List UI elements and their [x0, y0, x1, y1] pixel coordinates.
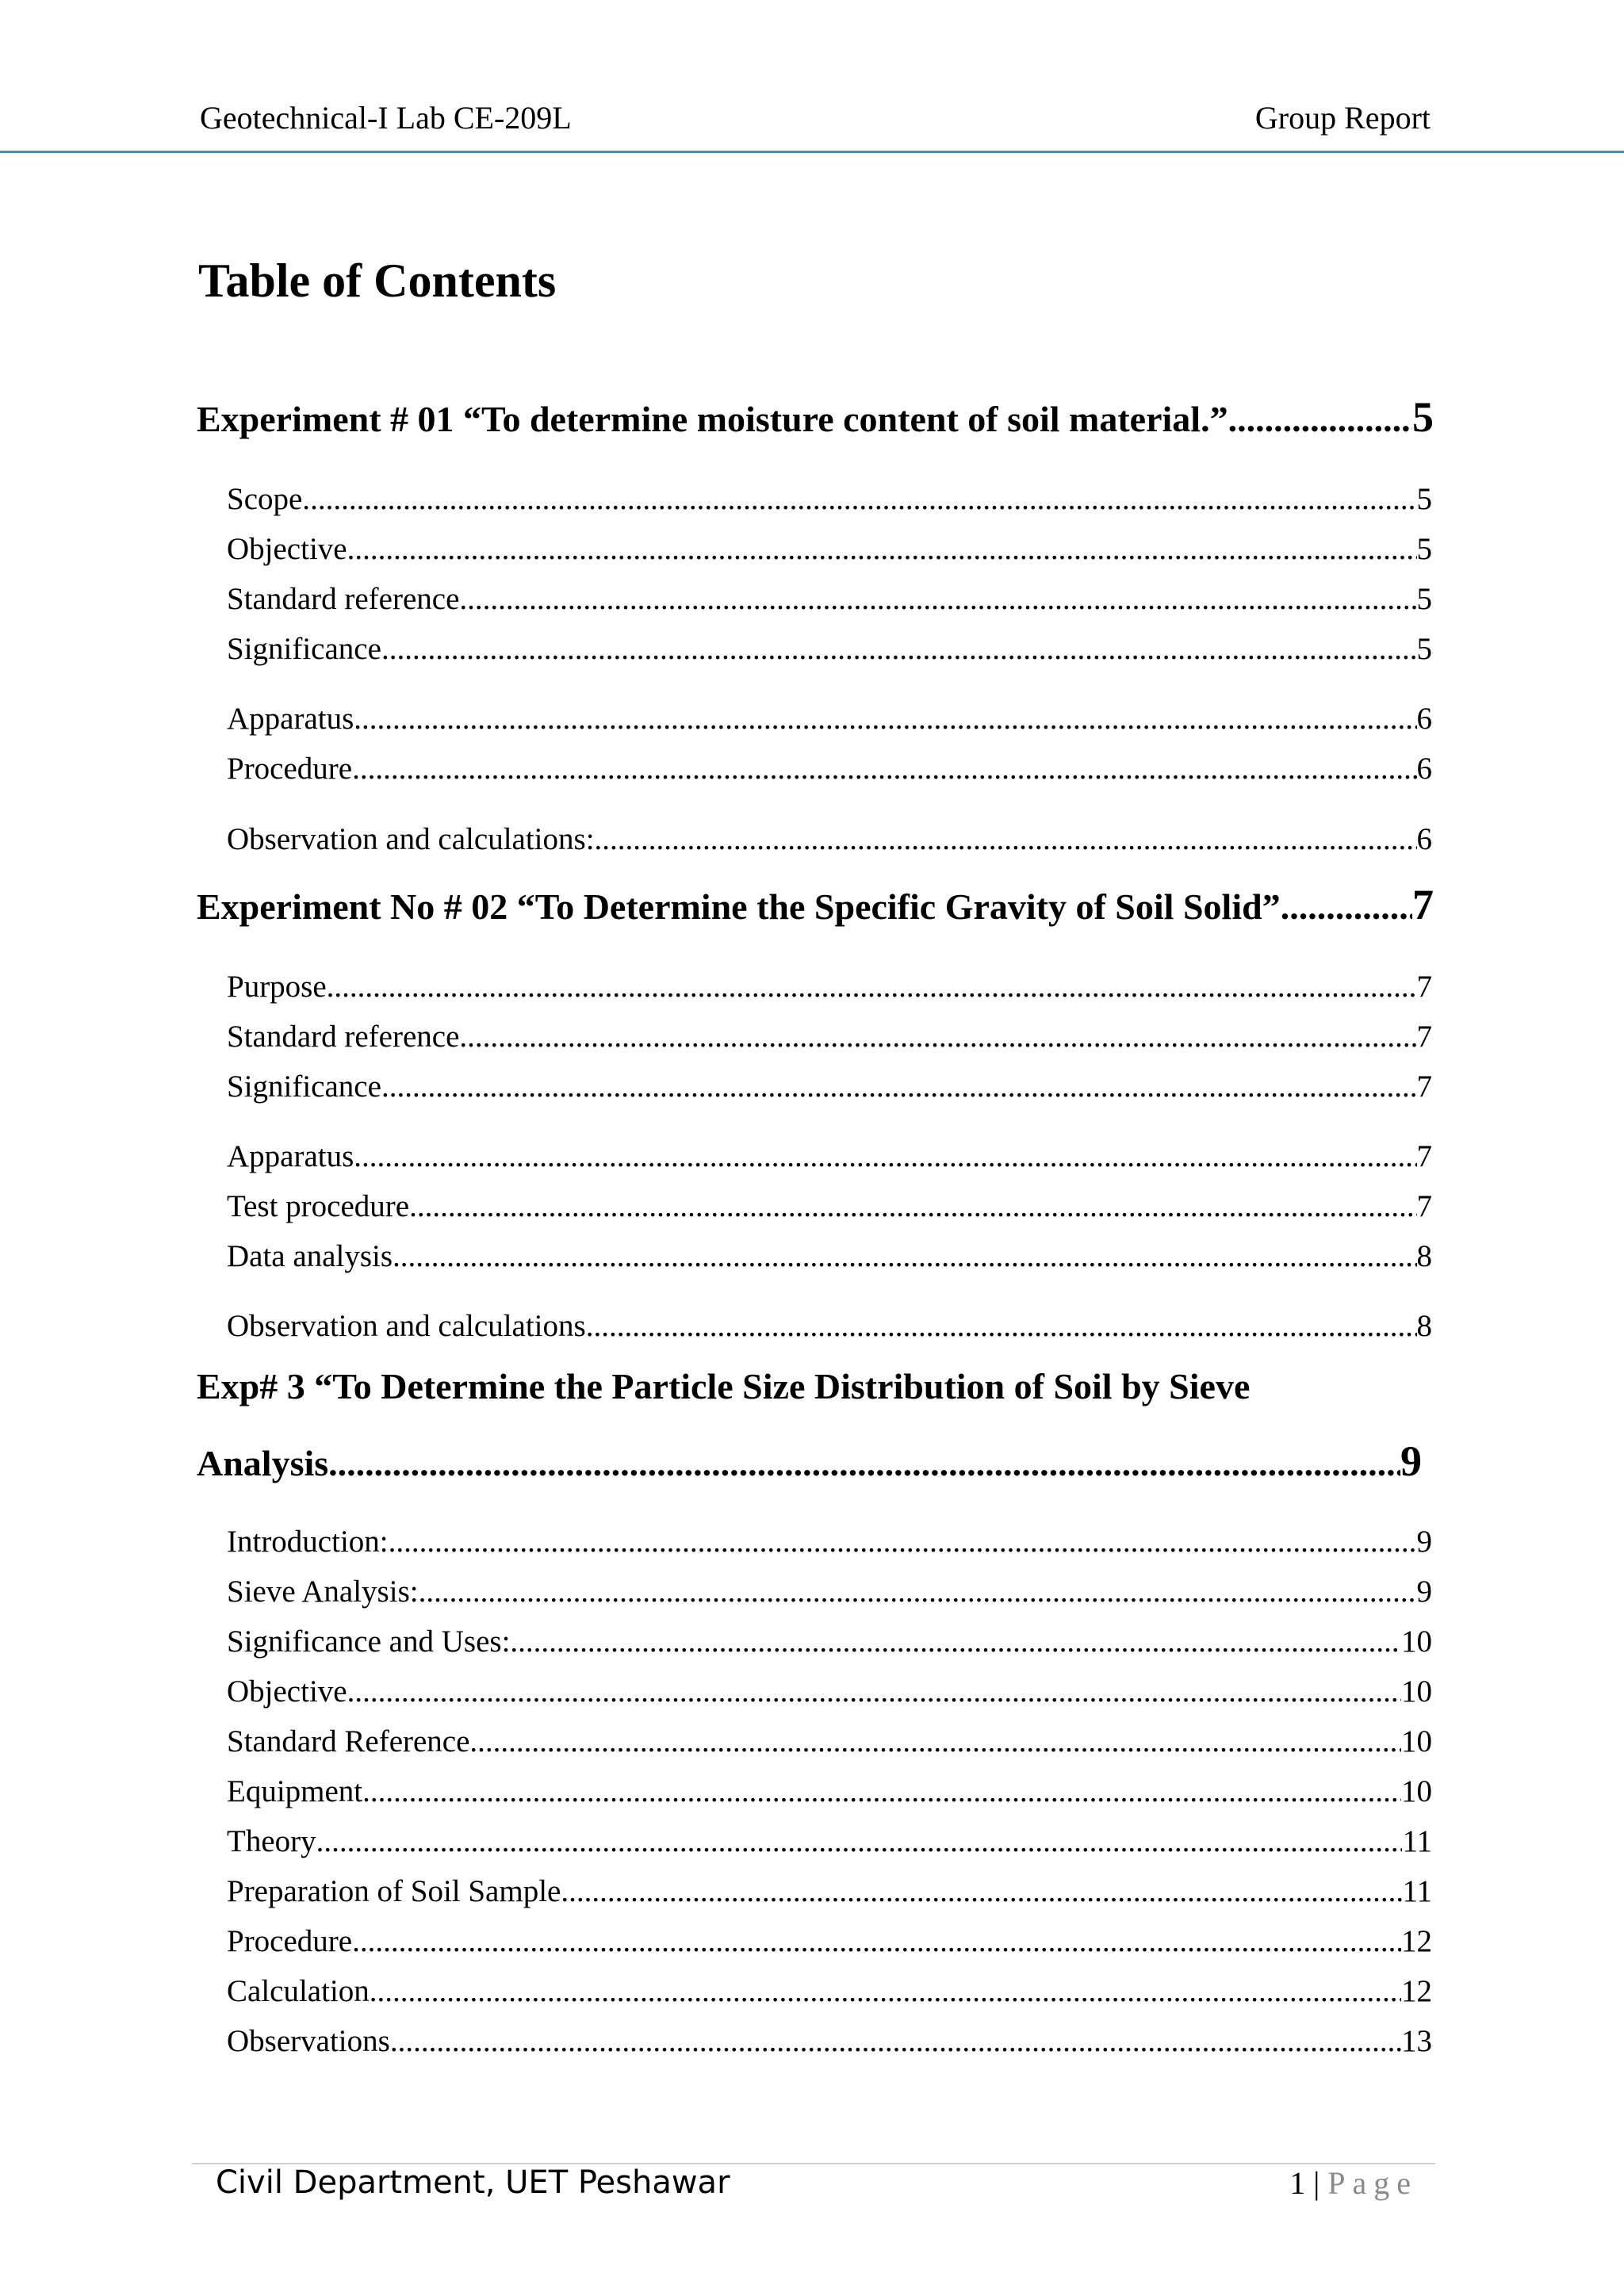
page-title: Table of Contents — [198, 254, 557, 307]
toc-section-label: Analysis — [197, 1443, 329, 1483]
toc-item[interactable] — [227, 1823, 1432, 1859]
toc-item[interactable] — [227, 581, 1432, 617]
dot-leader — [310, 481, 1416, 517]
footer-separator: | — [1305, 2165, 1328, 2201]
toc-item-label: Observation and calculations: — [227, 822, 595, 856]
toc-item-label: Objective — [227, 1674, 347, 1709]
dot-leader — [370, 1973, 1401, 2009]
toc-section-2[interactable] — [197, 880, 1434, 929]
toc-item-label: Apparatus — [227, 1139, 354, 1173]
toc-page-number: 5 — [1416, 632, 1432, 666]
toc-page-number: 5 — [1416, 532, 1432, 566]
toc-page-number: 9 — [1400, 1437, 1422, 1485]
dot-leader — [1281, 886, 1412, 928]
toc-page-number: 9 — [1416, 1525, 1432, 1559]
dot-leader — [381, 1069, 1417, 1104]
toc-item-label: Objective. — [227, 532, 355, 566]
toc-item[interactable] — [227, 1188, 1432, 1224]
footer-department: Civil Department, UET Peshawar — [216, 2164, 730, 2201]
toc-item[interactable] — [227, 1724, 1432, 1759]
dot-leader — [352, 751, 1416, 786]
toc-item-label: Equipment — [227, 1774, 363, 1808]
dot-leader — [389, 1524, 1417, 1559]
toc-item[interactable] — [227, 1138, 1432, 1174]
toc-page-number: 11 — [1402, 1824, 1432, 1858]
dot-leader — [586, 1308, 1417, 1344]
toc-item-label: Standard reference — [227, 1020, 460, 1054]
toc-page-number: 6 — [1416, 752, 1432, 786]
toc-page-number: 8 — [1416, 1239, 1432, 1273]
dot-leader — [316, 1823, 1403, 1859]
toc-item-label: Observations — [227, 2024, 390, 2058]
dot-leader — [459, 1019, 1416, 1054]
toc-section-3-line-1[interactable]: Exp# 3 “To Determine the Particle Size Distribution of Soil by Sieve — [197, 1366, 1251, 1406]
toc-page-number: 10 — [1401, 1774, 1432, 1808]
toc-page-number: 7 — [1416, 1020, 1432, 1054]
toc-item-label: Test procedure — [227, 1189, 410, 1223]
dot-leader — [510, 1624, 1401, 1659]
toc-item[interactable] — [227, 1873, 1432, 1909]
toc-page-number: 5 — [1416, 482, 1432, 516]
toc-page-number: 7 — [1416, 970, 1432, 1004]
toc-page-number: 7 — [1416, 1139, 1432, 1173]
toc-item-label: Calculation — [227, 1974, 370, 2008]
toc-item[interactable] — [227, 1019, 1432, 1054]
toc-page-number: 13 — [1401, 2024, 1432, 2058]
toc-page-number: 12 — [1401, 1974, 1432, 2008]
toc-page-number: 5 — [1412, 393, 1434, 441]
dot-leader — [469, 1724, 1401, 1759]
toc-item-label: Procedure — [227, 752, 353, 786]
toc-item-label: Preparation of Soil Sample — [227, 1874, 561, 1908]
dot-leader — [467, 581, 1416, 617]
toc-item-label: Significance — [227, 1070, 381, 1104]
toc-page-number: 7 — [1416, 1070, 1432, 1104]
toc-item-label: Data analysis — [227, 1239, 393, 1273]
toc-section-1[interactable] — [197, 392, 1434, 442]
header-divider — [0, 151, 1624, 153]
toc-item-label: Sieve Analysis: — [227, 1575, 419, 1609]
toc-page-number: 6 — [1416, 702, 1432, 736]
toc-item-label: Observation and calculations — [227, 1309, 586, 1343]
dot-leader — [381, 631, 1417, 667]
dot-leader — [327, 969, 1417, 1004]
toc-item[interactable] — [227, 2023, 1432, 2059]
toc-page-number: 6 — [1416, 822, 1432, 856]
toc-item-label: Theory — [227, 1824, 316, 1858]
dot-leader — [352, 1923, 1401, 1959]
toc-item[interactable] — [227, 701, 1432, 737]
toc-item-label: Apparatus. — [227, 702, 362, 736]
dot-leader — [595, 821, 1417, 857]
toc-item[interactable] — [227, 751, 1432, 786]
dot-leader — [354, 1138, 1416, 1174]
footer-page-indicator — [1289, 2164, 1418, 2202]
toc-item[interactable] — [227, 1674, 1432, 1709]
toc-item-label: Introduction: — [227, 1525, 389, 1559]
toc-section-label: Experiment # 01 “To determine moisture content of soil material.” — [197, 399, 1228, 439]
toc-item-label: Scope. — [227, 482, 311, 516]
dot-leader — [561, 1873, 1402, 1909]
toc-item[interactable] — [227, 1574, 1432, 1609]
toc-page-number: 9 — [1416, 1575, 1432, 1609]
toc-page-number: 7 — [1412, 881, 1434, 928]
toc-item[interactable] — [227, 1524, 1432, 1559]
dot-leader — [347, 1674, 1401, 1709]
toc-item[interactable] — [227, 1238, 1432, 1274]
header-course-title: Geotechnical-I Lab CE-209L — [200, 100, 572, 136]
toc-item-label: Procedure — [227, 1924, 353, 1958]
toc-item-label: Standard Reference — [227, 1724, 470, 1758]
toc-section-label: Experiment No # 02 “To Determine the Specific Gravity of Soil Solid” — [197, 886, 1281, 927]
toc-item[interactable] — [227, 1923, 1432, 1959]
dot-leader — [354, 531, 1416, 567]
dot-leader — [362, 701, 1416, 737]
toc-item[interactable] — [227, 1973, 1432, 2009]
toc-page-number: 11 — [1402, 1874, 1432, 1908]
toc-item-label: Standard reference. — [227, 582, 468, 616]
header-report-type: Group Report — [1254, 100, 1431, 136]
dot-leader — [328, 1442, 1400, 1484]
toc-page-number: 10 — [1401, 1624, 1432, 1659]
dot-leader — [393, 1238, 1416, 1274]
toc-page-number: 10 — [1401, 1724, 1432, 1758]
toc-item-label: Significance and Uses: — [227, 1624, 511, 1659]
toc-item[interactable] — [227, 1624, 1432, 1659]
toc-item[interactable] — [227, 481, 1432, 517]
toc-section-3[interactable] — [197, 1437, 1422, 1486]
toc-item[interactable] — [227, 1774, 1432, 1809]
toc-page-number: 8 — [1416, 1309, 1432, 1343]
dot-leader — [362, 1774, 1401, 1809]
dot-leader — [1228, 398, 1412, 440]
toc-item[interactable] — [227, 531, 1432, 567]
toc-page-number: 5 — [1416, 582, 1432, 616]
footer-page-number: 1 — [1289, 2165, 1306, 2201]
dot-leader — [419, 1574, 1417, 1609]
toc-item[interactable] — [227, 1069, 1432, 1104]
footer-page-label: Page — [1327, 2165, 1418, 2201]
toc-page-number: 12 — [1401, 1924, 1432, 1958]
dot-leader — [390, 2023, 1401, 2059]
toc-item[interactable] — [227, 631, 1432, 667]
toc-item[interactable] — [227, 1308, 1432, 1344]
toc-item-label: Significance — [227, 632, 381, 666]
toc-item[interactable] — [227, 969, 1432, 1004]
toc-page-number: 10 — [1401, 1674, 1432, 1709]
toc-page-number: 7 — [1416, 1189, 1432, 1223]
dot-leader — [409, 1188, 1416, 1224]
toc-item[interactable] — [227, 821, 1432, 857]
toc-item-label: Purpose — [227, 970, 327, 1004]
